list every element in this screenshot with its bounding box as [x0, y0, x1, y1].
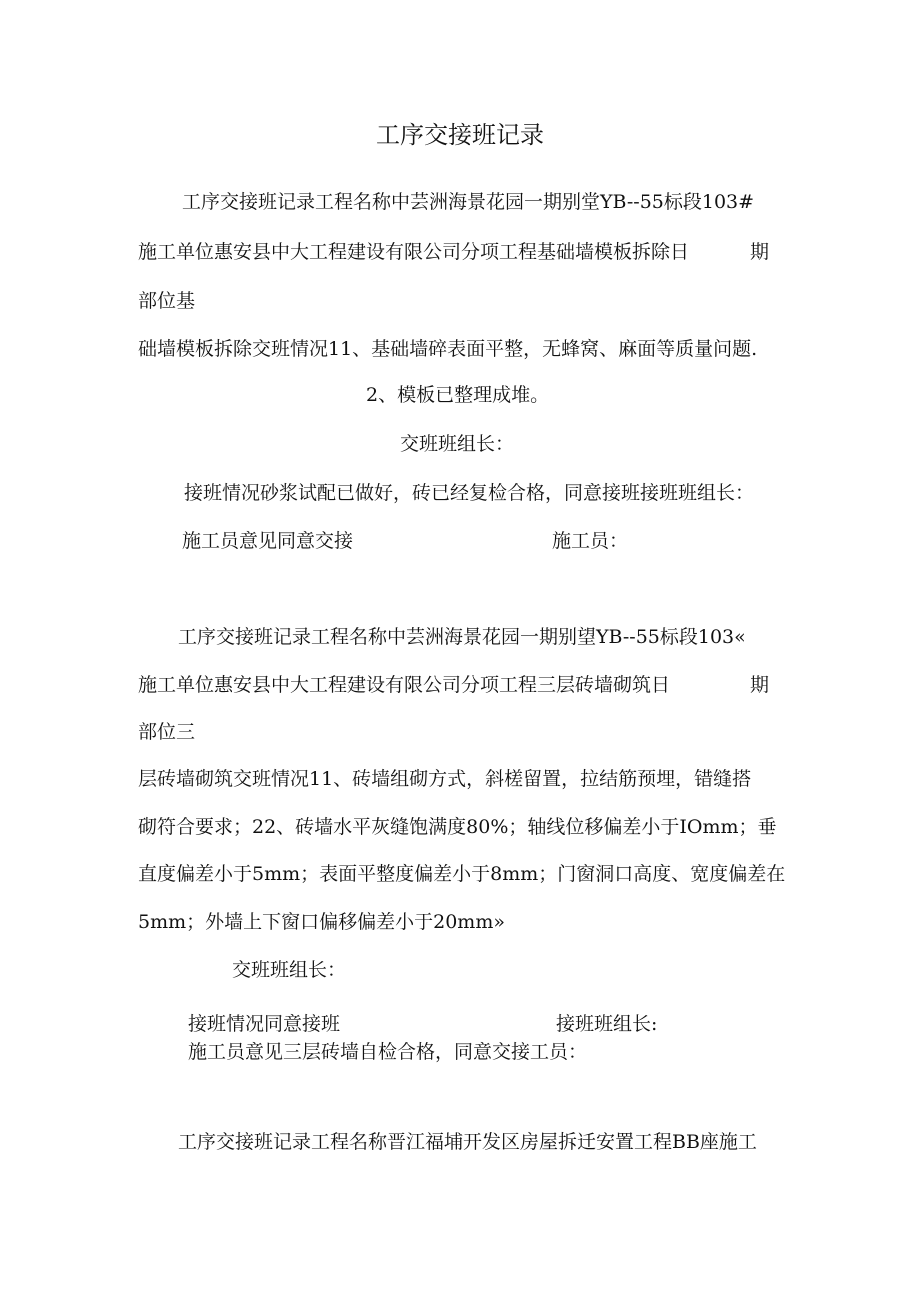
record-2-location-line: 部位三 — [138, 721, 196, 743]
record-2-takeover-leader: 接班班组长: — [556, 1013, 658, 1035]
record-3-project-line: 工序交接班记录工程名称晋江福埔开发区房屋拆迁安置工程BB座施工 — [178, 1131, 757, 1153]
record-1-handover-item-2: 2、模板已整理成堆。 — [366, 384, 550, 406]
record-1-project-line: 工序交接班记录工程名称中芸洲海景花园一期别堂YB--55标段103# — [182, 191, 755, 213]
record-1-location-line: 部位基 — [138, 290, 196, 312]
record-1-date-label: 期 — [750, 241, 770, 263]
record-2-takeover-line: 接班情况同意接班 — [188, 1013, 341, 1035]
record-2-handover-line-2: 砌符合要求；22、砖墙水平灰缝饱满度80%；轴线位移偏差小于IOmm；垂 — [138, 816, 777, 838]
record-2-unit-line: 施工单位惠安县中大工程建设有限公司分项工程三层砖墙砌筑日 — [138, 674, 671, 696]
record-1-handover-leader: 交班班组长： — [400, 433, 515, 455]
record-2-handover-line: 层砖墙砌筑交班情况11、砖墙组砌方式，斜槎留置，拉结筋预埋，错缝搭 — [138, 768, 752, 790]
record-2-date-label: 期 — [750, 674, 770, 696]
record-2-handover-leader: 交班班组长： — [232, 959, 347, 981]
record-1-supervisor-opinion: 施工员意见同意交接 — [182, 530, 354, 552]
record-1-takeover-line: 接班情况砂浆试配已做好，砖已经复检合格，同意接班接班班组长： — [184, 482, 755, 504]
record-1-unit-line: 施工单位惠安县中大工程建设有限公司分项工程基础墙模板拆除日 — [138, 241, 690, 263]
record-1-supervisor-label: 施工员： — [552, 530, 629, 552]
record-2-project-line: 工序交接班记录工程名称中芸洲海景花园一期别望YB--55标段103« — [178, 626, 746, 648]
record-2-supervisor-opinion: 施工员意见三层砖墙自检合格，同意交接工员： — [188, 1041, 588, 1063]
page-title: 工序交接班记录 — [376, 121, 544, 149]
record-2-handover-line-3: 直度偏差小于5mm；表面平整度偏差小于8mm；门窗洞口高度、宽度偏差在 — [138, 863, 786, 885]
record-1-handover-line: 础墙模板拆除交班情况11、基础墙碎表面平整，无蜂窝、麻面等质量问题. — [138, 338, 758, 360]
record-2-handover-line-4: 5mm；外墙上下窗口偏移偏差小于20mm» — [138, 911, 505, 933]
